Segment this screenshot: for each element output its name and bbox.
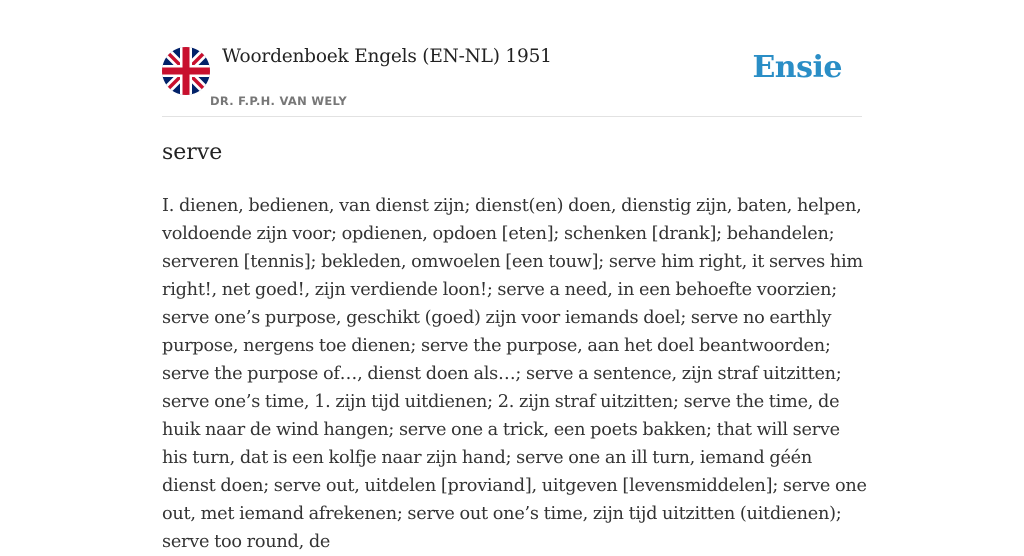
author-name: DR. F.P.H. VAN WELY <box>210 94 347 108</box>
dictionary-header <box>162 44 862 117</box>
entry-headword: serve <box>162 140 223 165</box>
ensie-logo[interactable]: Ensie <box>752 50 842 85</box>
uk-flag-icon[interactable] <box>162 47 210 95</box>
dictionary-title-link[interactable]: Woordenboek Engels (EN-NL) 1951 <box>222 46 552 67</box>
entry-definition: I. dienen, bedienen, van dienst zijn; dienst(en) doen, dienstig zijn, baten, helpen, voldoende zijn voor; opdienen, opdoen [eten]; schenken [drank]; behandelen; serveren [tennis]; bekleden, omwoelen [een touw]; serve him right, it serves him right!, net goed!, zijn verdiende loon!; serve a need, in een behoefte voorzien; serve one’s purpose, geschikt (goed) zijn voor iemands doel; serve no earthly purpose, nergens toe dienen; serve the purpose, aan het doel beantwoorden; serve the purpose of…, dienst doen als…; serve a sentence, zijn straf uitzitten; serve one’s time, 1. zijn tijd uitdienen; 2. zijn straf uitzitten; serve the time, de huik naar de wind hangen; serve one a trick, een poets bakken; that will serve his turn, dat is een kolfje naar zijn hand; serve one an ill turn, iemand géén dienst doen; serve out, uitdelen [proviand], uitgeven [levensmiddelen]; serve one out, met iemand afrekenen; serve out one’s time, zijn tijd uitzitten (uitdienen); serve too round, de <box>162 196 867 552</box>
